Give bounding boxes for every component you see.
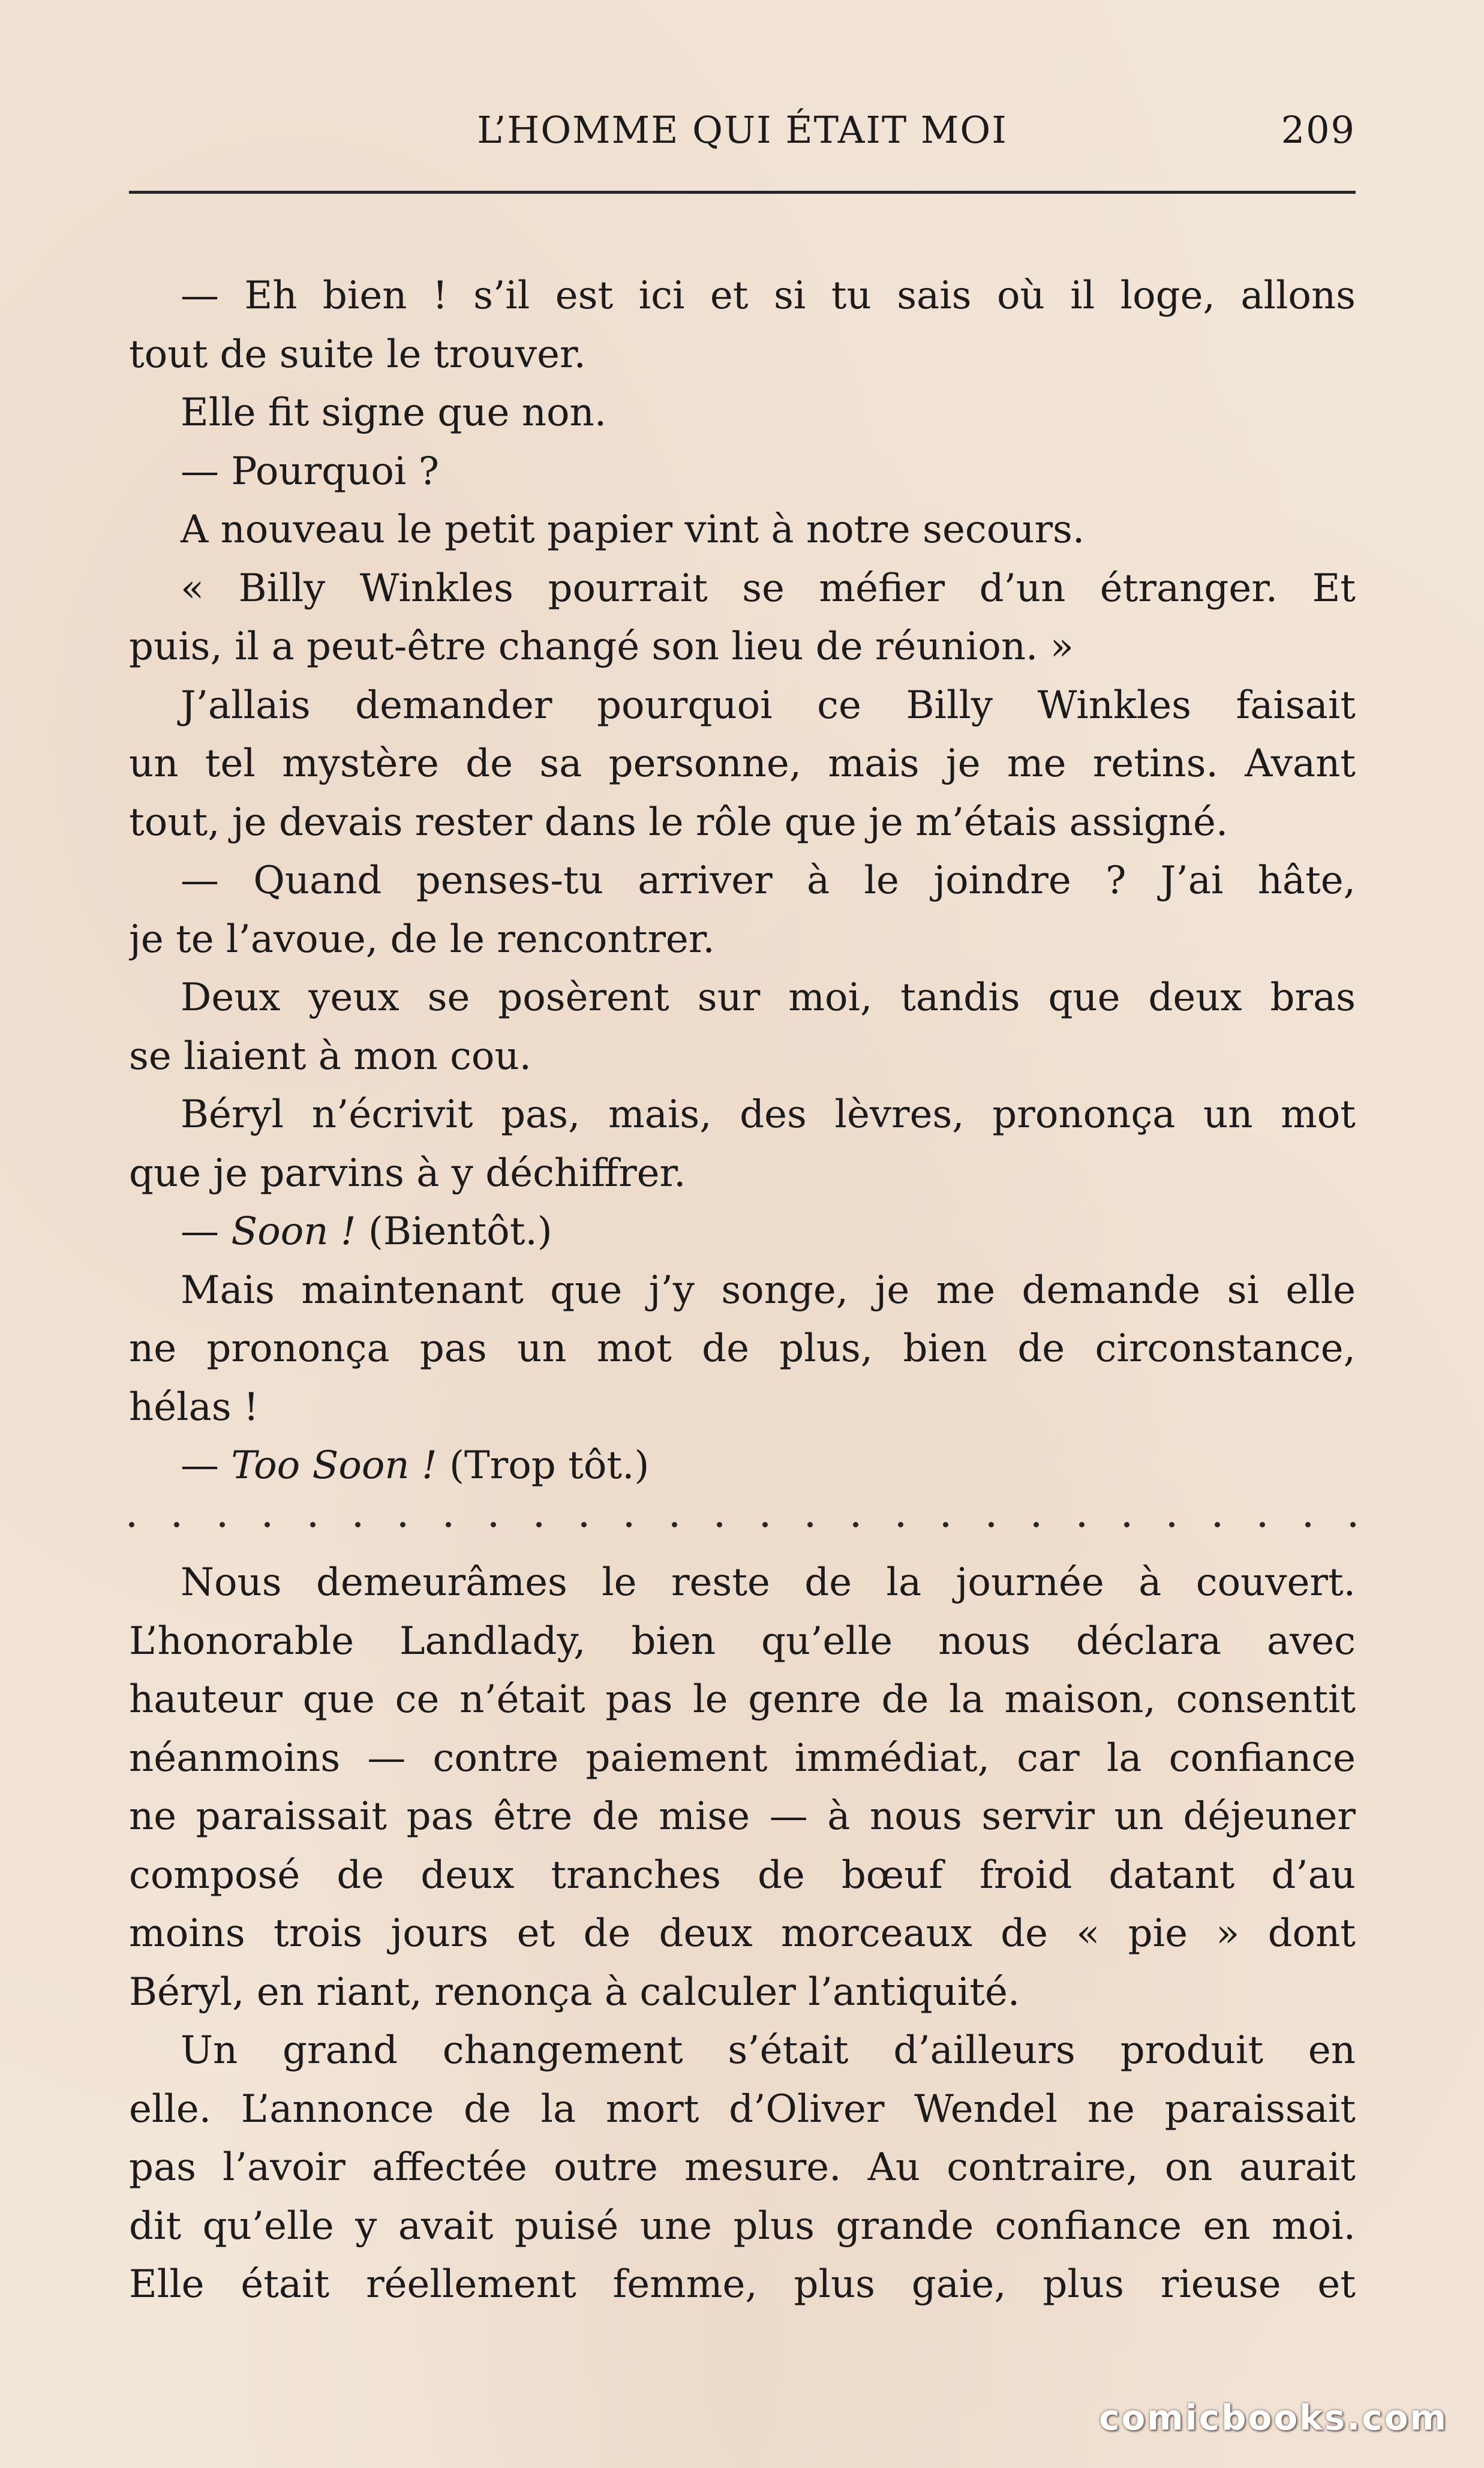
text-line <box>129 618 1356 677</box>
separator-dot <box>1260 1522 1265 1527</box>
separator-dot <box>174 1522 179 1527</box>
separator-dot <box>717 1522 722 1527</box>
text-run: — Quand penses-tu arriver à le joindre ? J’ai hâte, <box>181 858 1356 903</box>
text-line <box>129 267 1356 326</box>
paragraph <box>129 560 1356 677</box>
separator-dot <box>536 1522 542 1527</box>
text-line <box>129 326 1356 385</box>
text-line <box>129 1379 1356 1437</box>
text-line <box>129 1262 1356 1320</box>
paragraph <box>129 1086 1356 1203</box>
text-run: se liaient à mon cou. <box>129 1034 531 1079</box>
text-run: je te l’avoue, de le rencontrer. <box>129 917 715 962</box>
text-line <box>129 735 1356 794</box>
text-run: Deux yeux se posèrent sur moi, tandis que deux bras <box>181 975 1356 1020</box>
paragraph <box>129 852 1356 969</box>
text-run: Nous demeurâmes le reste de la journée à couvert. <box>181 1560 1356 1605</box>
paragraph <box>129 1554 1356 2022</box>
text-line <box>129 677 1356 735</box>
text-line <box>129 2256 1356 2314</box>
text-line <box>129 1847 1356 1905</box>
text-line <box>129 852 1356 911</box>
separator-dot <box>265 1522 270 1527</box>
text-line <box>129 1145 1356 1203</box>
watermark: comicbooks.com <box>1099 2397 1448 2438</box>
separator-dot <box>989 1522 994 1527</box>
running-title: L’HOMME QUI ÉTAIT MOI <box>477 108 1008 152</box>
text-run: puis, il a peut-être changé son lieu de réunion. » <box>129 624 1074 669</box>
separator-dot <box>1034 1522 1039 1527</box>
header-rule <box>129 191 1356 194</box>
text-run: « Billy Winkles pourrait se méfier d’un étranger. Et <box>181 566 1356 611</box>
running-head <box>129 108 1356 156</box>
separator-dot <box>672 1522 677 1527</box>
separator-dot <box>220 1522 225 1527</box>
separator-dot <box>943 1522 948 1527</box>
text-run: composé de deux tranches de bœuf froid datant d’au <box>129 1852 1356 1897</box>
text-line <box>129 2022 1356 2080</box>
text-run: dit qu’elle y avait puisé une plus grande confiance en moi. <box>129 2203 1356 2248</box>
text-line <box>129 911 1356 969</box>
separator-dot <box>626 1522 632 1527</box>
separator-dot <box>1305 1522 1311 1527</box>
text-run: Elle fit signe que non. <box>181 391 607 435</box>
text-run: — <box>181 1443 232 1488</box>
separator-dot <box>762 1522 768 1527</box>
text-run: tout, je devais rester dans le rôle que je m’étais assigné. <box>129 800 1228 845</box>
paragraph <box>129 969 1356 1086</box>
separator-dot <box>1124 1522 1129 1527</box>
separator-dot <box>898 1522 903 1527</box>
text-run: — <box>181 1209 232 1254</box>
separator-dot <box>1169 1522 1174 1527</box>
separator-dot <box>129 1522 134 1527</box>
text-line <box>129 794 1356 852</box>
text-line <box>129 1086 1356 1145</box>
text-run: Mais maintenant que j’y songe, je me demande si elle <box>181 1268 1356 1313</box>
text-run: hélas ! <box>129 1385 259 1430</box>
separator-dot <box>581 1522 587 1527</box>
paragraph <box>129 384 1356 443</box>
text-line <box>129 1671 1356 1730</box>
text-line <box>129 1554 1356 1613</box>
text-line <box>129 1905 1356 1963</box>
separator-dot <box>807 1522 813 1527</box>
text-run: ne paraissait pas être de mise — à nous servir un déjeuner <box>129 1794 1356 1839</box>
text-line <box>129 1028 1356 1086</box>
text-line <box>129 969 1356 1028</box>
text-run: (Trop tôt.) <box>437 1443 650 1488</box>
text-line <box>129 443 1356 502</box>
paragraph <box>129 1437 1356 1496</box>
paragraph <box>129 2022 1356 2314</box>
text-run: hauteur que ce n’était pas le genre de la maison, consentit <box>129 1677 1356 1722</box>
separator-dot <box>310 1522 316 1527</box>
body-text <box>129 267 1356 2314</box>
text-run: — Pourquoi ? <box>181 449 439 494</box>
separator-dot <box>853 1522 858 1527</box>
text-run: que je parvins à y déchiffrer. <box>129 1151 686 1196</box>
separator-dot <box>400 1522 405 1527</box>
separator-dot <box>1215 1522 1220 1527</box>
text-run: ne prononça pas un mot de plus, bien de circonstance, <box>129 1326 1356 1371</box>
paragraph <box>129 677 1356 852</box>
text-line <box>129 1963 1356 2022</box>
paragraph <box>129 1262 1356 1437</box>
text-line <box>129 1203 1356 1262</box>
text-line <box>129 2139 1356 2197</box>
separator-dot <box>446 1522 451 1527</box>
text-line <box>129 2080 1356 2139</box>
separator-dot <box>491 1522 496 1527</box>
text-line <box>129 1437 1356 1496</box>
text-run: pas l’avoir affectée outre mesure. Au contraire, on aurait <box>129 2145 1356 2190</box>
book-page <box>129 0 1356 2468</box>
text-run: Elle était réellement femme, plus gaie, plus rieuse et <box>129 2262 1356 2307</box>
text-run: Béryl, en riant, renonça à calculer l’antiquité. <box>129 1969 1020 2014</box>
paragraph <box>129 267 1356 384</box>
text-run: A nouveau le petit papier vint à notre secours. <box>181 508 1085 552</box>
text-run: moins trois jours et de deux morceaux de « pie » dont <box>129 1911 1356 1956</box>
page-number: 209 <box>1281 108 1356 152</box>
text-run: (Bientôt.) <box>356 1209 552 1254</box>
text-run: néanmoins — contre paiement immédiat, car la confiance <box>129 1736 1356 1781</box>
section-separator <box>129 1496 1356 1554</box>
text-line <box>129 2197 1356 2256</box>
italic-text: Soon ! <box>231 1209 356 1254</box>
text-run: Béryl n’écrivit pas, mais, des lèvres, prononça un mot <box>181 1092 1356 1137</box>
text-run: tout de suite le trouver. <box>129 332 586 377</box>
separator-dot <box>1350 1522 1356 1527</box>
text-line <box>129 501 1356 560</box>
separator-dot <box>1079 1522 1085 1527</box>
text-line <box>129 1613 1356 1671</box>
paragraph <box>129 443 1356 502</box>
text-line <box>129 1788 1356 1847</box>
text-run: Un grand changement s’était d’ailleurs produit en <box>181 2028 1356 2073</box>
text-run: elle. L’annonce de la mort d’Oliver Wendel ne paraissait <box>129 2086 1356 2131</box>
text-line <box>129 1730 1356 1788</box>
italic-text: Too Soon ! <box>231 1443 437 1488</box>
text-run: J’allais demander pourquoi ce Billy Winkles faisait <box>181 683 1356 728</box>
text-line <box>129 1320 1356 1379</box>
text-run: — Eh bien ! s’il est ici et si tu sais où il loge, allons <box>181 274 1356 318</box>
paragraph <box>129 501 1356 560</box>
separator-dot <box>355 1522 361 1527</box>
text-line <box>129 560 1356 618</box>
text-run: L’honorable Landlady, bien qu’elle nous déclara avec <box>129 1619 1356 1664</box>
text-run: un tel mystère de sa personne, mais je me retins. Avant <box>129 741 1356 786</box>
text-line <box>129 384 1356 443</box>
paragraph <box>129 1203 1356 1262</box>
